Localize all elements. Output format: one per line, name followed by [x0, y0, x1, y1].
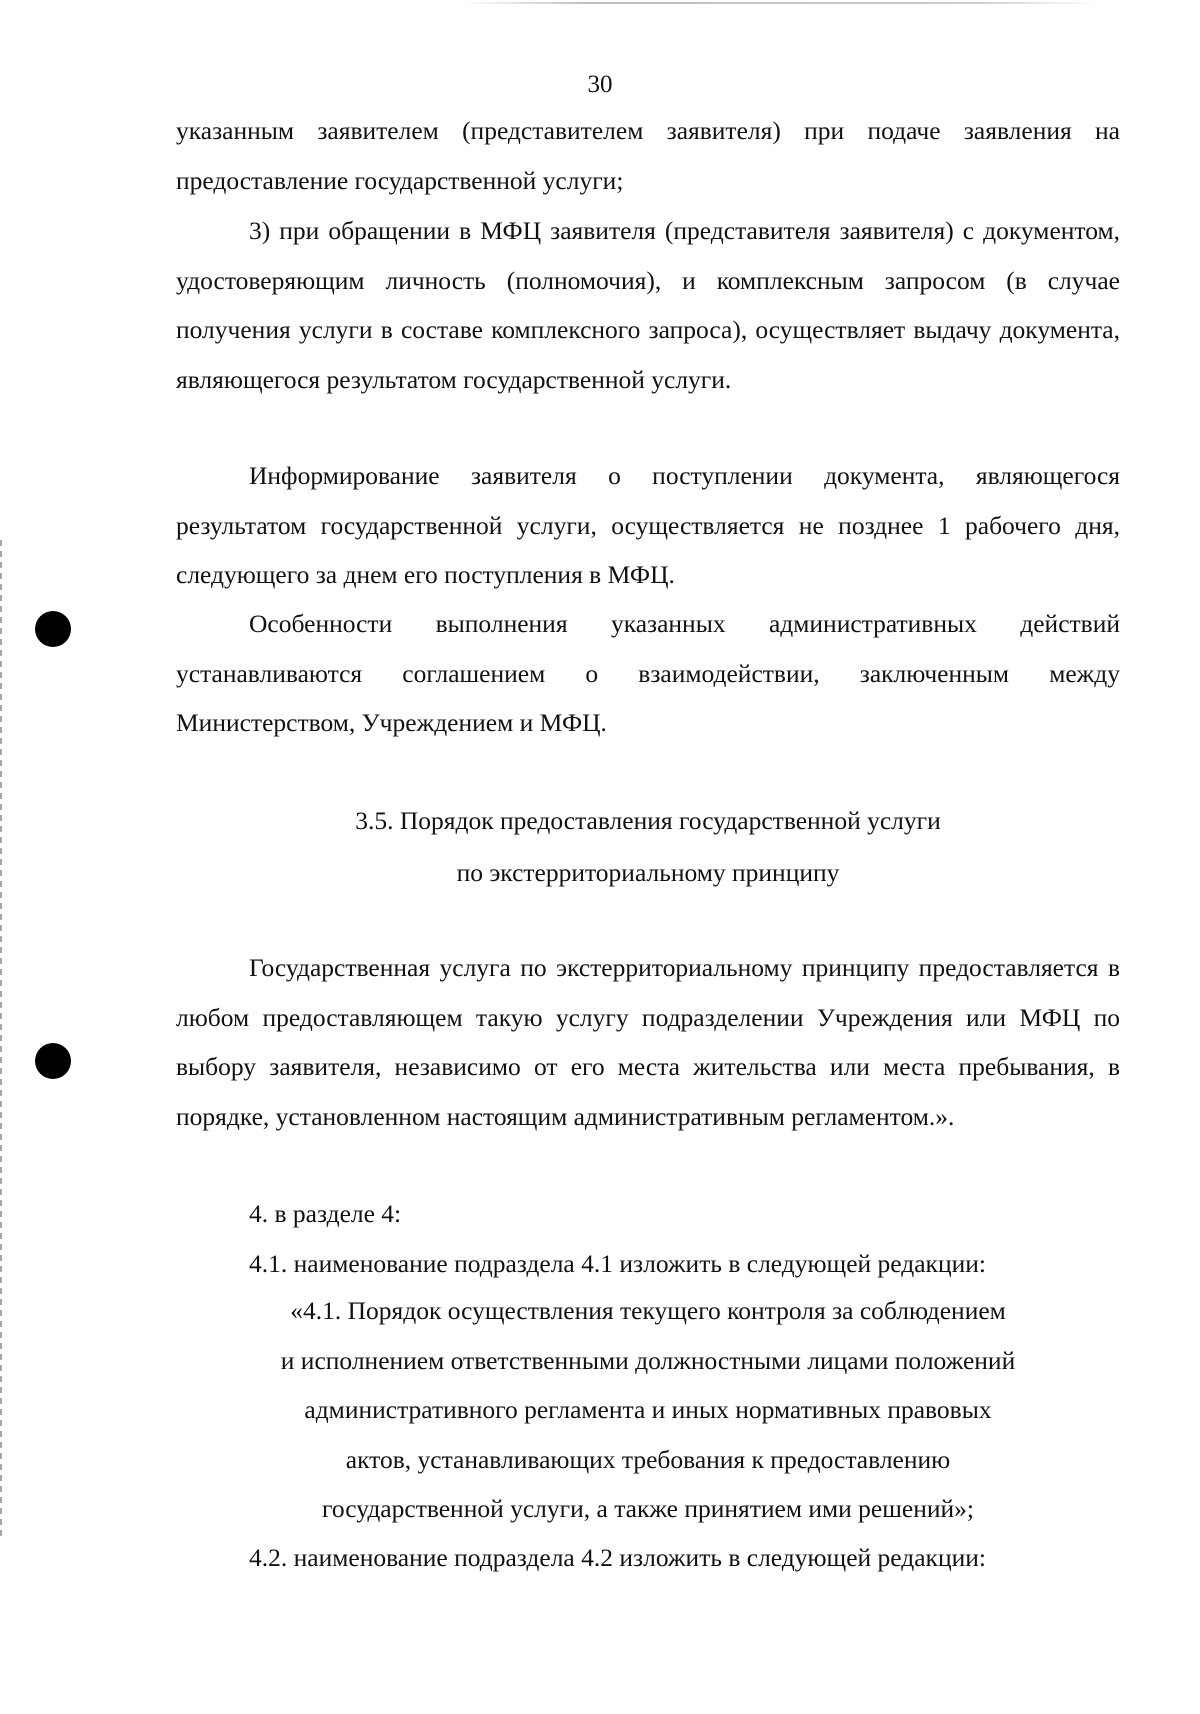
quoted-heading-line: административного регламента и иных нормативных правовых: [304, 1395, 992, 1424]
paragraph-informing: [176, 451, 1120, 600]
punch-hole-mark: [35, 611, 71, 647]
paragraph-text: 4. в разделе 4:: [249, 1199, 402, 1228]
paragraph-extraterritorial: [176, 943, 1120, 1141]
section-heading-line: 3.5. Порядок предоставления государственной услуги: [355, 806, 941, 835]
quoted-heading-line: «4.1. Порядок осуществления текущего контроля за соблюдением: [290, 1296, 1006, 1325]
paragraph-text: 3) при обращении в МФЦ заявителя (представителя заявителя) с документом, удостоверяющим личность (полномочия), и комплексным запросом (в случае получения услуги в составе комплексного запроса), осуществляет выдачу документа, являющегося результатом государственной услуги.: [176, 216, 1120, 394]
paragraph-subsection-4-1: [176, 1239, 1120, 1289]
paragraph-text: 4.1. наименование подраздела 4.1 изложить в следующей редакции:: [249, 1249, 986, 1278]
quoted-heading-4-1: [176, 1286, 1120, 1534]
quoted-heading-line: и исполнением ответственными должностными лицами положений: [280, 1345, 1016, 1375]
paragraph-text: указанным заявителем (представителем заявителя) при подаче заявления на предоставление государственной услуги;: [176, 116, 1120, 195]
paragraph-text: 4.2. наименование подраздела 4.2 изложить в следующей редакции:: [249, 1543, 986, 1572]
paragraph-item-3: [176, 206, 1120, 404]
paragraph-continuation: [176, 106, 1120, 205]
paragraph-section-4: [176, 1189, 1120, 1239]
paragraph-features: [176, 599, 1120, 748]
scan-artifact-top-line: [460, 2, 1100, 4]
quoted-heading-line: государственной услуги, а также принятием ими решений»;: [322, 1494, 974, 1523]
section-heading: [176, 795, 1120, 899]
paragraph-subsection-4-2: [176, 1533, 1120, 1583]
scan-artifact-left-edge: [0, 540, 2, 1540]
page-number: 30: [587, 71, 613, 98]
paragraph-text: Государственная услуга по экстерриториальному принципу предоставляется в любом предоставляющем такую услугу подразделении Учреждения или МФЦ по выбору заявителя, независимо от его места жительства или места пребывания, в порядке, установленном настоящим административным регламентом.».: [176, 953, 1120, 1131]
section-heading-line: по экстерриториальному принципу: [456, 858, 840, 887]
paragraph-text: Информирование заявителя о поступлении документа, являющегося результатом государственной услуги, осуществляется не позднее 1 рабочего дня, следующего за днем его поступления в МФЦ.: [176, 461, 1120, 589]
punch-hole-mark: [35, 1043, 71, 1079]
paragraph-text: Особенности выполнения указанных административных действий устанавливаются соглашением о взаимодействии, заключенным между Министерством, Учреждением и МФЦ.: [176, 609, 1120, 737]
quoted-heading-line: актов, устанавливающих требования к предоставлению: [345, 1444, 951, 1474]
